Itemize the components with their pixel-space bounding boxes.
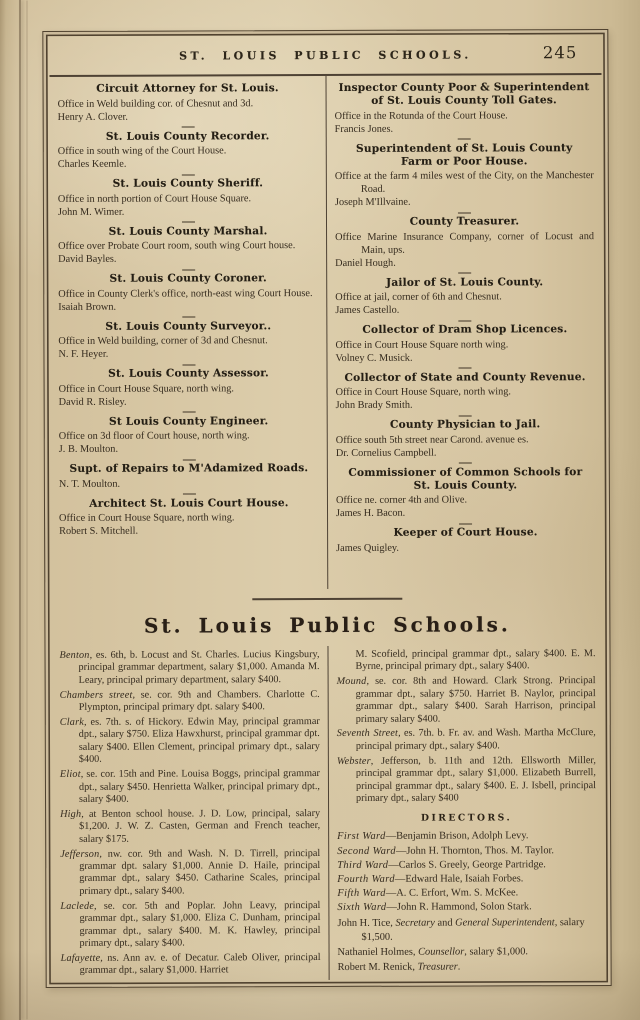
office-entry-title: St Louis County Engineer.: [108, 414, 269, 428]
office-entry-location: Office in north portion of Court House Square.: [57, 192, 252, 205]
entry-separator-dash: [182, 411, 195, 412]
office-entry-location: Office in Court House Square, north wing.: [59, 512, 235, 524]
public-schools-heading: St. Louis Public Schools.: [143, 612, 511, 638]
public-schools-section: [51, 645, 604, 981]
office-entry: [58, 177, 318, 218]
office-entry: [59, 415, 319, 456]
school-entry: [337, 755, 596, 806]
book-page: [42, 29, 611, 988]
office-entry-title: Architect St. Louis Court House.: [89, 496, 289, 510]
official-line: [338, 961, 597, 976]
office-entry-holder: David Bayles.: [58, 253, 117, 265]
county-offices-right-column: [325, 75, 603, 589]
school-details: , se. cor. 8th and Howard. Clark Strong. Principal grammar dpt., salary $750. Harriet B. Naylor, principal grammar dpt., salary $400. Sarah Harrison, principal primary salary $400.: [355, 675, 596, 725]
office-entry-location: Office on 3d floor of Court house, north wing.: [58, 430, 250, 442]
county-offices-section: [49, 75, 603, 590]
office-entry-title: Inspector County Poor & Superintendent of St. Louis County Toll Gates.: [338, 81, 590, 107]
office-entry-holder: John M. Wimer.: [57, 206, 125, 218]
office-entry: [58, 130, 318, 171]
office-entry-location: Office at the farm 4 miles west of the City, on the Manchester Road.: [334, 170, 594, 195]
office-entry-title: Superintendent of St. Louis County Farm or Poor House.: [355, 141, 573, 168]
office-entry: [336, 526, 595, 554]
entry-separator-dash: [181, 221, 194, 222]
entry-separator-dash: [459, 462, 472, 463]
school-details: , se. cor. 15th and Pine. Louisa Boggs, principal grammar dpt., salary $450. Henrietta Walker, principal primary dpt., salary $400.: [78, 768, 320, 805]
entry-separator-dash: [459, 367, 472, 368]
office-entry: [59, 497, 319, 538]
ward-name: Third Ward: [337, 859, 389, 871]
director-line: [337, 872, 596, 887]
office-entry: [335, 323, 594, 364]
official-text-segment: and: [434, 917, 456, 929]
office-entry-title: County Treasurer.: [409, 215, 520, 228]
school-name: Clark: [59, 716, 84, 728]
office-entry-title: Circuit Attorney for St. Louis.: [96, 82, 279, 95]
school-entry: [60, 716, 320, 767]
office-entry-holder: Daniel Hough.: [335, 257, 396, 269]
school-details: , es. 6th, b. Locust and St. Charles. Lucius Kingsbury, principal grammar department, salary $1,000. Amanda M. Leary, principal primary department, salary $400.: [78, 649, 320, 686]
school-name: High: [60, 808, 82, 820]
school-details: , se. cor. 5th and Poplar. John Leavy, principal grammar dpt., salary $1,000. Eliza C. Dunham, principal grammar dpt., salary $400. M. K. Hawley, principal primary dpt., salary $400.: [79, 899, 321, 949]
office-entry: [58, 225, 318, 266]
director-line: [337, 829, 596, 844]
entry-separator-dash: [458, 212, 471, 213]
school-name: Mound: [336, 676, 367, 688]
office-entry-holder: N. F. Heyer.: [58, 348, 109, 360]
office-entry-location: Office over Probate Court room, south wing Court house.: [58, 240, 296, 252]
entry-separator-dash: [459, 523, 472, 524]
page-header: [49, 35, 601, 77]
office-entry-title: Jailor of St. Louis County.: [386, 275, 544, 289]
office-entry-title: St. Louis County Coroner.: [109, 272, 267, 285]
entry-separator-dash: [182, 269, 195, 270]
office-entry-holder: Charles Keemle.: [57, 158, 127, 170]
school-entry: [337, 728, 596, 754]
school-entry: [60, 689, 320, 715]
office-entry-holder: Volney C. Musick.: [335, 352, 413, 364]
office-entry-holder: James Castello.: [335, 304, 400, 316]
office-entry-title: Supt. of Repairs to M'Adamized Roads.: [69, 462, 309, 475]
office-entry-location: Office south 5th street near Carond. avenue es.: [335, 433, 529, 446]
office-entry-title: St. Louis County Recorder.: [105, 129, 270, 143]
director-members: —A. C. Erfort, Wm. S. McKee.: [385, 887, 519, 899]
office-entry: [58, 82, 318, 123]
school-entry: [337, 675, 596, 726]
school-name: Jefferson: [60, 848, 100, 860]
official-text-segment: Robert M. Renick,: [337, 962, 418, 974]
official-text-segment: .: [457, 962, 461, 974]
office-entry-holder: James Quigley.: [336, 542, 399, 554]
office-entry-location: Office in south wing of the Court House.: [57, 145, 227, 157]
directors-heading: DIRECTORS.: [420, 812, 513, 825]
school-entry: [59, 649, 319, 687]
office-entry-location: Office ne. corner 4th and Olive.: [335, 494, 468, 506]
office-entry: [59, 462, 319, 490]
director-members: —Benjamin Brison, Adolph Levy.: [385, 830, 529, 843]
office-entry: [58, 320, 318, 361]
office-entry: [336, 371, 595, 412]
office-entry: [336, 466, 595, 520]
ward-name: First Ward: [337, 831, 386, 843]
director-members: —Carlos S. Greely, George Partridge.: [388, 859, 546, 871]
office-entry-holder: Isaiah Brown.: [58, 301, 117, 313]
school-name: Benton: [59, 649, 90, 661]
school-name: Laclede: [60, 900, 95, 912]
school-entry: [60, 768, 320, 806]
office-entry-title: County Physician to Jail.: [389, 418, 541, 431]
school-name: Chambers street: [59, 689, 133, 701]
school-entry: [60, 848, 320, 899]
office-entry-title: Collector of Dram Shop Licences.: [362, 323, 568, 336]
director-members: —John R. Hammond, Solon Stark.: [386, 901, 532, 914]
school-details: , Jefferson, b. 11th and 12th. Ellsworth Miller, principal grammar dpt., salary $1,000. Elizabeth Burrell, principal grammar dpt., salary $400. E. J. Isbell, principal primary dpt., salary $400: [355, 754, 596, 804]
office-entry-title: St. Louis County Assessor.: [108, 367, 269, 380]
school-details: , es. 7th. s. of Hickory. Edwin May, principal grammar dpt., salary $750. Eliza Hawxhurst, principal grammar dpt. salary $400. Ellen Clement, principal primary dpt., salary $400.: [78, 716, 320, 766]
school-details: , ns. Ann av. e. of Decatur. Caleb Oliver, principal grammar dpt., salary $1,000. Harriet: [79, 951, 321, 977]
ward-name: Fourth Ward: [337, 873, 395, 885]
official-text-segment: Counsellor: [418, 946, 465, 958]
director-members: —Edward Hale, Isaiah Forbes.: [394, 873, 524, 885]
office-entry-holder: Robert S. Mitchell.: [59, 525, 139, 537]
office-entry: [59, 367, 319, 408]
school-details: , at Benton school house. J. D. Low, principal, salary $1,200. J. W. Z. Casten, German and French teacher, salary $175.: [79, 807, 321, 845]
official-text-segment: , salary $1,500.: [361, 917, 585, 943]
office-entry: [335, 215, 594, 269]
director-line: [337, 844, 596, 859]
office-entry-holder: Henry A. Clover.: [57, 111, 129, 123]
entry-separator-dash: [458, 272, 471, 273]
office-entry-title: Commissioner of Common Schools for St. Louis County.: [348, 465, 583, 492]
office-entry-location: Office in Court House Square north wing.: [335, 338, 509, 351]
office-entry: [336, 418, 595, 459]
page-number: 245: [542, 43, 578, 63]
office-entry-title: Keeper of Court House.: [393, 526, 538, 539]
office-entry-title: Collector of State and County Revenue.: [344, 370, 586, 384]
school-entry: [61, 952, 321, 978]
official-text-segment: Treasurer: [417, 962, 458, 974]
school-details: , es. 7th. b. Fr. av. and Wash. Martha McClure, principal primary dpt., salary $400.: [355, 727, 596, 752]
office-entry-location: Office in Weld building, corner of 3d and Chesnut.: [58, 335, 268, 347]
office-entry-holder: J. B. Moulton.: [58, 443, 119, 455]
office-entry-location: Office in Court House Square, north wing.: [58, 382, 235, 395]
director-members: —John H. Thornton, Thos. M. Taylor.: [395, 844, 555, 857]
ward-name: Sixth Ward: [337, 902, 387, 914]
school-name: Webster: [336, 755, 371, 767]
entry-separator-dash: [182, 316, 195, 317]
director-line: [337, 886, 596, 901]
office-entry-holder: James H. Bacon.: [335, 507, 406, 519]
ward-name: Fifth Ward: [337, 887, 386, 900]
entry-separator-dash: [181, 126, 194, 127]
entry-separator-dash: [182, 364, 195, 365]
entry-separator-dash: [459, 415, 472, 416]
official-text-segment: Secretary: [395, 917, 435, 929]
office-entry: [335, 142, 594, 209]
county-offices-left-column: [49, 76, 327, 590]
school-entry: [60, 808, 320, 846]
official-text-segment: John H. Tice,: [337, 917, 396, 930]
office-entry-title: St. Louis County Sheriff.: [112, 177, 264, 190]
official-text-segment: Nathaniel Holmes,: [337, 946, 419, 959]
entry-separator-dash: [458, 138, 471, 139]
entry-separator-dash: [181, 174, 194, 175]
office-entry-location: Office in the Rotunda of the Court House.: [334, 109, 508, 122]
office-entry-holder: John Brady Smith.: [335, 399, 413, 411]
ward-name: Second Ward: [337, 845, 396, 857]
office-entry: [58, 272, 318, 313]
office-entry-location: Office Marine Insurance Company, corner of Locust and Main, ups.: [335, 230, 595, 256]
school-name: Lafayette: [60, 952, 101, 964]
schools-right-column: [327, 645, 604, 980]
schools-left-column: [51, 646, 328, 981]
running-head-title: ST. LOUIS PUBLIC SCHOOLS.: [179, 48, 472, 63]
school-details: , se. cor. 9th and Chambers. Charlotte C. Plympton, principal primary dpt. salary $400.: [78, 688, 320, 713]
office-entry-location: Office in Court House Square, north wing.: [335, 386, 512, 398]
office-entry-title: St. Louis County Marshal.: [108, 224, 268, 238]
official-text-segment: , salary $1,000.: [464, 946, 529, 958]
official-line: [338, 945, 597, 960]
school-details: , nw. cor. 9th and Wash. N. D. Tirrell, principal grammar dpt. salary $1,000. Annie D. Haile, principal grammar dpt., salary $450. Catharine Scales, principal primary dpt., salary $400.: [79, 847, 321, 897]
entry-separator-dash: [458, 320, 471, 321]
official-text-segment: General Superintendent: [455, 917, 555, 929]
school-name: Seventh Street: [336, 728, 399, 740]
office-entry-location: Office in Weld building cor. of Chesnut and 3d.: [57, 97, 254, 110]
office-entry-holder: Francis Jones.: [334, 123, 394, 135]
office-entry-holder: David R. Risley.: [58, 396, 127, 408]
office-entry-location: Office in County Clerk's office, north-east wing Court House.: [58, 287, 313, 300]
office-entry: [335, 81, 594, 135]
office-entry-location: Office at jail, corner of 6th and Chesnut.: [335, 291, 502, 303]
office-entry-holder: Joseph M'Illvaine.: [334, 196, 411, 208]
office-entry: [335, 276, 594, 317]
school-entry: [60, 900, 320, 951]
school-name: Eliot: [59, 769, 81, 781]
office-entry-holder: N. T. Moulton.: [58, 478, 121, 490]
entry-separator-dash: [182, 493, 195, 494]
entry-separator-dash: [182, 459, 195, 460]
office-entry-holder: Dr. Cornelius Campbell.: [335, 447, 437, 459]
director-line: [337, 900, 596, 915]
director-line: [337, 858, 596, 873]
official-line: [337, 916, 596, 944]
school-entry-continuation: M. Scofield, principal grammar dpt., salary $400. E. M. Byrne, principal primary dpt., salary $400.: [355, 648, 596, 673]
office-entry-title: St. Louis County Surveyor..: [105, 319, 272, 333]
